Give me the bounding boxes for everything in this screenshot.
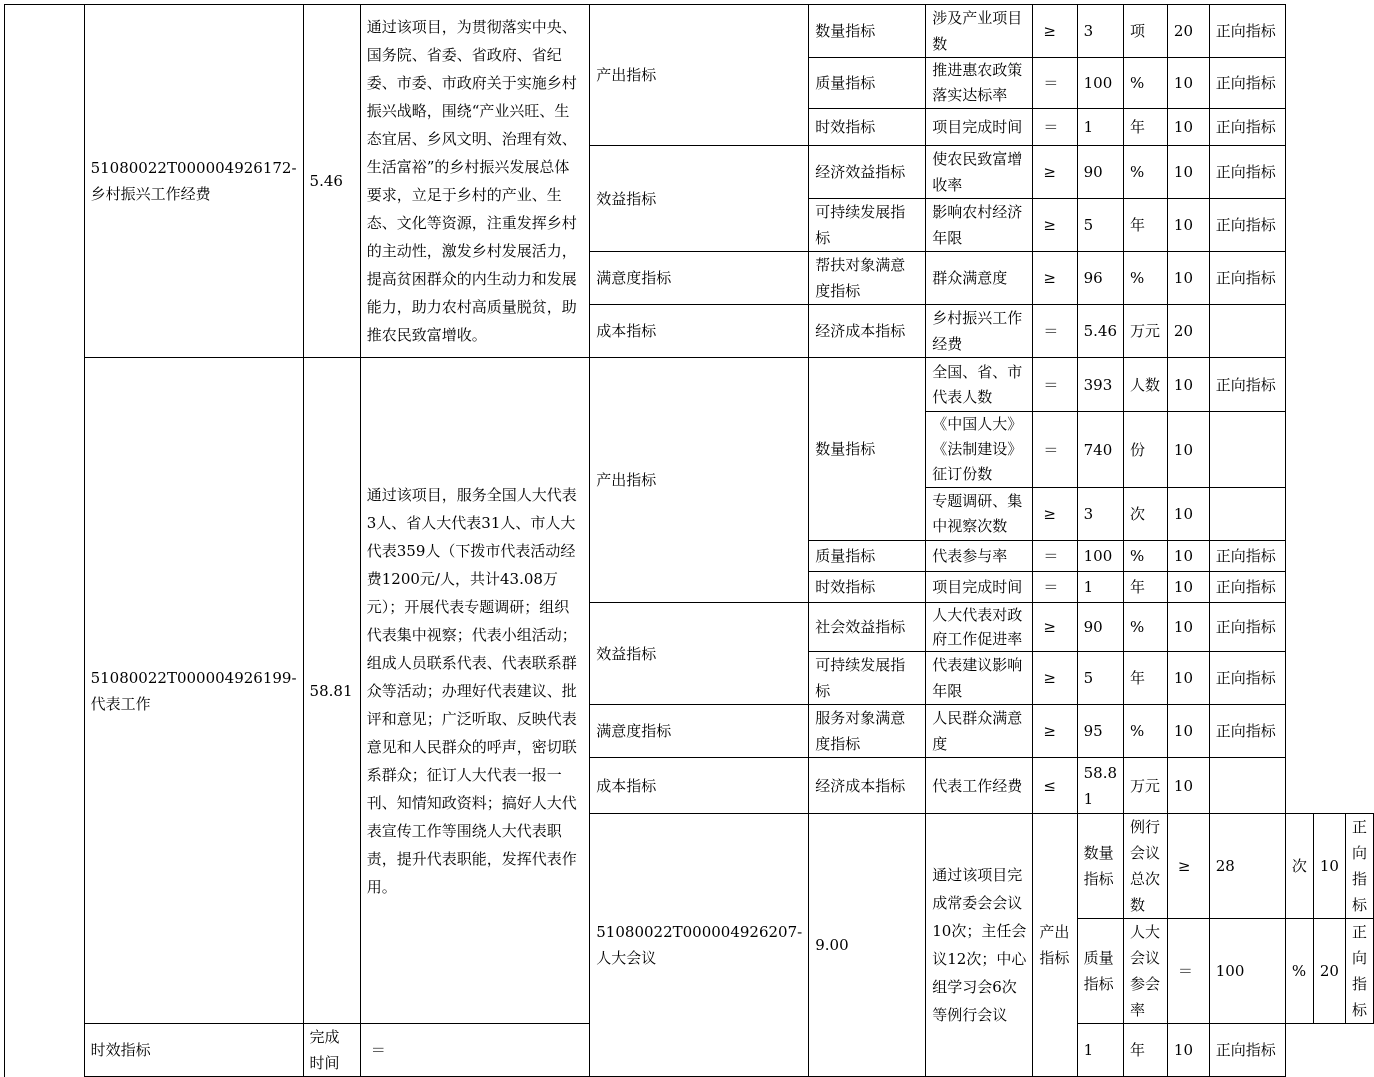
- sub-indicator-cell: 质量指标: [809, 541, 926, 572]
- table-row: [5, 5, 1374, 58]
- weight-cell: 10: [1167, 199, 1209, 252]
- category-cell: 成本指标: [590, 758, 809, 814]
- target-value-cell: 96: [1077, 252, 1123, 305]
- unit-cell: %: [1124, 146, 1168, 199]
- relation-cell: ≤: [1033, 758, 1077, 814]
- weight-cell: 10: [1167, 1024, 1209, 1077]
- target-value-cell: 58.81: [1077, 758, 1123, 814]
- weight-cell: 10: [1313, 814, 1345, 919]
- relation-cell: ＝: [1033, 572, 1077, 603]
- direction-cell: 正向指标: [1209, 199, 1285, 252]
- direction-cell: 正向指标: [1345, 919, 1373, 1024]
- unit-cell: 年: [1124, 109, 1168, 146]
- indicator-name-cell: 涉及产业项目数: [926, 5, 1033, 58]
- sub-indicator-cell: 数量指标: [1077, 814, 1123, 919]
- sub-indicator-cell: 帮扶对象满意度指标: [809, 252, 926, 305]
- indicator-name-cell: 代表参与率: [926, 541, 1033, 572]
- relation-cell: ≥: [1033, 5, 1077, 58]
- weight-cell: 10: [1167, 758, 1209, 814]
- target-value-cell: 100: [1077, 541, 1123, 572]
- direction-cell: 正向指标: [1209, 572, 1285, 603]
- unit-cell: 项: [1124, 5, 1168, 58]
- weight-cell: 10: [1167, 58, 1209, 109]
- target-value-cell: 90: [1077, 146, 1123, 199]
- target-value-cell: 1: [1077, 1024, 1123, 1077]
- target-value-cell: 1: [1077, 572, 1123, 603]
- weight-cell: 10: [1167, 358, 1209, 412]
- direction-cell: 正向指标: [1209, 58, 1285, 109]
- relation-cell: ＝: [1033, 541, 1077, 572]
- category-cell: 产出指标: [1033, 814, 1077, 1077]
- weight-cell: 10: [1167, 572, 1209, 603]
- target-value-cell: 5.46: [1077, 305, 1123, 358]
- weight-cell: 10: [1167, 652, 1209, 705]
- weight-cell: 10: [1167, 488, 1209, 541]
- indicator-name-cell: 代表工作经费: [926, 758, 1033, 814]
- relation-cell: ＝: [1033, 109, 1077, 146]
- indicator-name-cell: 项目完成时间: [926, 572, 1033, 603]
- sub-indicator-cell: 时效指标: [809, 572, 926, 603]
- relation-cell: ＝: [1033, 58, 1077, 109]
- target-value-cell: 5: [1077, 652, 1123, 705]
- direction-cell: 正向指标: [1209, 358, 1285, 412]
- weight-cell: 20: [1313, 919, 1345, 1024]
- relation-cell: ＝: [360, 1024, 590, 1077]
- project-amount-cell: 5.46: [303, 5, 360, 358]
- indicator-name-cell: 专题调研、集中视察次数: [926, 488, 1033, 541]
- direction-cell: [1209, 488, 1285, 541]
- indicator-name-cell: 全国、省、市代表人数: [926, 358, 1033, 412]
- sub-indicator-cell: 服务对象满意度指标: [809, 705, 926, 758]
- indicator-name-cell: 完成时间: [303, 1024, 360, 1077]
- target-value-cell: 28: [1209, 814, 1285, 919]
- category-cell: 成本指标: [590, 305, 809, 358]
- unit-cell: 年: [1124, 1024, 1168, 1077]
- sub-indicator-cell: 质量指标: [1077, 919, 1123, 1024]
- relation-cell: ＝: [1033, 358, 1077, 412]
- direction-cell: [1209, 305, 1285, 358]
- weight-cell: 10: [1167, 541, 1209, 572]
- category-cell: 效益指标: [590, 603, 809, 705]
- sub-indicator-cell: 质量指标: [809, 58, 926, 109]
- relation-cell: ≥: [1033, 199, 1077, 252]
- relation-cell: ≥: [1033, 146, 1077, 199]
- unit-cell: %: [1285, 919, 1313, 1024]
- weight-cell: 20: [1167, 5, 1209, 58]
- indicator-name-cell: 人大会议参会率: [1124, 919, 1168, 1024]
- sub-indicator-cell: 可持续发展指标: [809, 652, 926, 705]
- sub-indicator-cell: 时效指标: [809, 109, 926, 146]
- unit-cell: 年: [1124, 572, 1168, 603]
- unit-cell: %: [1124, 603, 1168, 652]
- unit-cell: 年: [1124, 652, 1168, 705]
- sub-indicator-cell: 时效指标: [84, 1024, 303, 1077]
- table-row: [5, 358, 1374, 412]
- project-description-cell: 通过该项目，服务全国人大代表3人、省人大代表31人、市人大代表359人（下拨市代表活动经费1200元/人，共计43.08万元）；开展代表专题调研；组织代表集中视察；代表小组活动；组成人员联系代表、代表联系群众等活动；办理好代表建议、批评和意见；广泛听取、反映代表意见和人民群众的呼声，密切联系群众；征订人大代表一报一刊、知情知政资料；搞好人大代表宣传工作等围绕人大代表职责，提升代表职能，发挥代表作用。: [360, 358, 590, 1024]
- target-value-cell: 393: [1077, 358, 1123, 412]
- indicator-name-cell: 影响农村经济年限: [926, 199, 1033, 252]
- weight-cell: 10: [1167, 705, 1209, 758]
- project-description-cell: 通过该项目，为贯彻落实中央、国务院、省委、省政府、省纪委、市委、市政府关于实施乡村振兴战略，围绕“产业兴旺、生态宜居、乡风文明、治理有效、生活富裕”的乡村振兴发展总体要求，立足于乡村的产业、生态、文化等资源，注重发挥乡村的主动性，激发乡村发展活力，提高贫困群众的内生动力和发展能力，助力农村高质量脱贫，助推农民致富增收。: [360, 5, 590, 358]
- relation-cell: ≥: [1033, 652, 1077, 705]
- relation-cell: ＝: [1033, 412, 1077, 488]
- unit-cell: 万元: [1124, 305, 1168, 358]
- direction-cell: [1209, 758, 1285, 814]
- project-code-cell: 51080022T000004926199-代表工作: [84, 358, 303, 1024]
- project-code-cell: 51080022T000004926172-乡村振兴工作经费: [84, 5, 303, 358]
- direction-cell: 正向指标: [1209, 1024, 1285, 1077]
- unit-cell: 年: [1124, 199, 1168, 252]
- weight-cell: 10: [1167, 146, 1209, 199]
- indicator-name-cell: 《中国人大》《法制建设》征订份数: [926, 412, 1033, 488]
- project-description-cell: 通过该项目完成常委会会议10次；主任会议12次；中心组学习会6次等例行会议: [926, 814, 1033, 1077]
- target-value-cell: 90: [1077, 603, 1123, 652]
- direction-cell: 正向指标: [1209, 541, 1285, 572]
- relation-cell: ≥: [1167, 814, 1209, 919]
- unit-cell: %: [1124, 58, 1168, 109]
- indicator-name-cell: 人民群众满意度: [926, 705, 1033, 758]
- indicator-name-cell: 使农民致富增收率: [926, 146, 1033, 199]
- category-cell: 产出指标: [590, 358, 809, 603]
- category-cell: 满意度指标: [590, 252, 809, 305]
- unit-cell: 次: [1124, 488, 1168, 541]
- sub-indicator-cell: 经济成本指标: [809, 758, 926, 814]
- sub-indicator-cell: 经济成本指标: [809, 305, 926, 358]
- unit-cell: %: [1124, 252, 1168, 305]
- target-value-cell: 1: [1077, 109, 1123, 146]
- direction-cell: 正向指标: [1209, 109, 1285, 146]
- empty-first-column-cell: [5, 5, 85, 1077]
- sub-indicator-cell: 可持续发展指标: [809, 199, 926, 252]
- sub-indicator-cell: 社会效益指标: [809, 603, 926, 652]
- direction-cell: 正向指标: [1209, 652, 1285, 705]
- target-value-cell: 5: [1077, 199, 1123, 252]
- indicator-name-cell: 代表建议影响年限: [926, 652, 1033, 705]
- direction-cell: 正向指标: [1209, 252, 1285, 305]
- weight-cell: 10: [1167, 109, 1209, 146]
- indicator-name-cell: 乡村振兴工作经费: [926, 305, 1033, 358]
- indicator-name-cell: 推进惠农政策落实达标率: [926, 58, 1033, 109]
- unit-cell: 份: [1124, 412, 1168, 488]
- indicator-name-cell: 人大代表对政府工作促进率: [926, 603, 1033, 652]
- sub-indicator-cell: 数量指标: [809, 358, 926, 541]
- target-value-cell: 740: [1077, 412, 1123, 488]
- target-value-cell: 95: [1077, 705, 1123, 758]
- indicator-name-cell: 例行会议总次数: [1124, 814, 1168, 919]
- direction-cell: 正向指标: [1209, 146, 1285, 199]
- unit-cell: %: [1124, 705, 1168, 758]
- direction-cell: 正向指标: [1209, 5, 1285, 58]
- indicator-name-cell: 项目完成时间: [926, 109, 1033, 146]
- relation-cell: ＝: [1167, 919, 1209, 1024]
- relation-cell: ≥: [1033, 252, 1077, 305]
- direction-cell: 正向指标: [1209, 603, 1285, 652]
- unit-cell: %: [1124, 541, 1168, 572]
- direction-cell: [1209, 412, 1285, 488]
- project-amount-cell: 58.81: [303, 358, 360, 1024]
- relation-cell: ≥: [1033, 603, 1077, 652]
- category-cell: 效益指标: [590, 146, 809, 252]
- relation-cell: ≥: [1033, 705, 1077, 758]
- target-value-cell: 100: [1077, 58, 1123, 109]
- indicator-name-cell: 群众满意度: [926, 252, 1033, 305]
- target-value-cell: 3: [1077, 5, 1123, 58]
- project-amount-cell: 9.00: [809, 814, 926, 1077]
- category-cell: 满意度指标: [590, 705, 809, 758]
- weight-cell: 10: [1167, 412, 1209, 488]
- category-cell: 产出指标: [590, 5, 809, 146]
- relation-cell: ≥: [1033, 488, 1077, 541]
- target-value-cell: 100: [1209, 919, 1285, 1024]
- unit-cell: 万元: [1124, 758, 1168, 814]
- direction-cell: 正向指标: [1209, 705, 1285, 758]
- sub-indicator-cell: 经济效益指标: [809, 146, 926, 199]
- sub-indicator-cell: 数量指标: [809, 5, 926, 58]
- relation-cell: ＝: [1033, 305, 1077, 358]
- unit-cell: 次: [1285, 814, 1313, 919]
- direction-cell: 正向指标: [1345, 814, 1373, 919]
- unit-cell: 人数: [1124, 358, 1168, 412]
- project-code-cell: 51080022T000004926207-人大会议: [590, 814, 809, 1077]
- weight-cell: 10: [1167, 252, 1209, 305]
- target-value-cell: 3: [1077, 488, 1123, 541]
- performance-indicator-table: [4, 4, 1374, 1077]
- weight-cell: 20: [1167, 305, 1209, 358]
- weight-cell: 10: [1167, 603, 1209, 652]
